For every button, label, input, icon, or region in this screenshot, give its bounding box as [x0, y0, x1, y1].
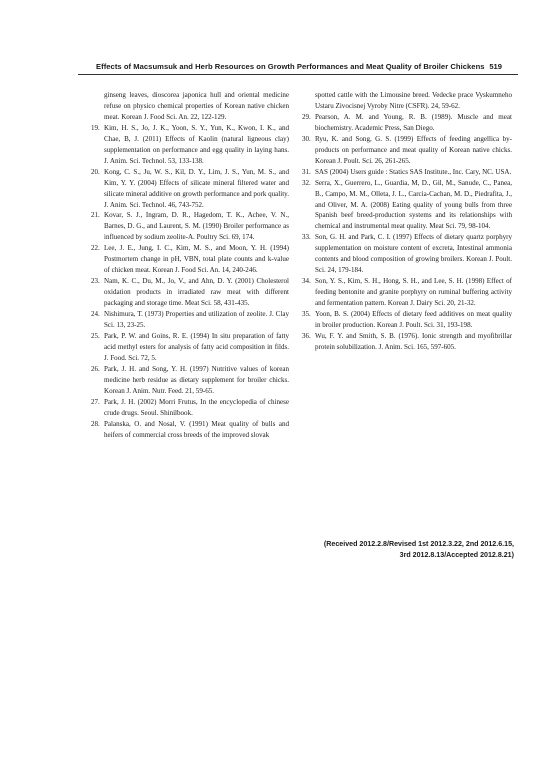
reference-number: 33. [302, 233, 311, 242]
reference-number: 27. [91, 397, 100, 406]
reference-text: Ryu, K. and Song, G. S. (1999) Effects of feeding angellica by-products on performance and meat quality of Korean native chicks. Korean J. Poult. Sci. 26, 261-265. [315, 134, 512, 165]
reference-item [91, 419, 289, 441]
reference-item [302, 112, 512, 134]
reference-text: Yoon, B. S. (2004) Effects of dietary feed additives on meat quality in broiler production. Korean J. Poult. Sci. 31, 193-198. [315, 310, 512, 330]
reference-text: Kong, C. S., Ju, W. S., Kil, D. Y., Lim, J. S., Yun, M. S., and Kim, Y. Y. (2004) Effects of silicate mineral filtered water and silicate mineral additive on growth performance and pork quality. J. Anim. Sci. Technol. 46, 743-752. [104, 167, 289, 209]
reference-item [302, 232, 512, 276]
reference-text: Kim, H. S., Jo, J. K., Yoon, S. Y., Yun, K., Kwon, I. K., and Chae, B, J. (2011) Effects of Kaolin (natural ligneous clay) supplementation on performance and egg quality in laying hans. J. Anim. Sci. Technol. 53, 133-138. [104, 123, 289, 165]
reference-text: Son, Y. S., Kim, S. H., Hong, S. H., and Lee, S. H. (1998) Effect of feeding bentonite and granite porphyry on ruminal buffering activity and fermentation pattern. Korean J. Dairy Sci. 20, 21-32. [315, 277, 512, 308]
reference-text: Nishimura, T. (1973) Properties and utilization of zeolite. J. Clay Sci. 13, 23-25. [104, 310, 289, 330]
reference-number: 30. [302, 134, 311, 143]
references-left-column [91, 90, 289, 441]
references-right-column [302, 90, 512, 353]
reference-item [302, 331, 512, 353]
reference-item [91, 243, 289, 276]
reference-text: Pearson, A. M. and Young, R. B. (1989). Muscle and meat biochemistry. Academic Press, San Diego. [315, 112, 512, 132]
reference-number: 26. [91, 364, 100, 373]
reference-number: 22. [91, 244, 100, 253]
received-line-1: (Received 2012.2.8/Revised 1st 2012.3.22, 2nd 2012.6.15, [323, 540, 514, 548]
reference-text: ginseng leaves, dioscorea japonica hull and oriental medicine refuse on physico chemical properties of Korean native chicken meat. Korean J. Food Sci. An. 22, 122-129. [104, 91, 289, 121]
reference-item [91, 331, 289, 364]
reference-number: 25. [91, 331, 100, 340]
reference-number: 19. [91, 123, 100, 132]
reference-item [302, 276, 512, 309]
reference-item [91, 397, 289, 419]
reference-item [91, 210, 289, 243]
reference-text: Son, G. H. and Park, C. I. (1997) Effects of dietary quartz porphyry supplementation on moisture content of excreta, Intestinal ammonia contents and blood composition of growing broilers. Korean J. Poult. Sci. 24, 179-184. [315, 233, 512, 275]
reference-text: Park, J. H. and Song, Y. H. (1997) Nutritive values of korean medicine herb residue as dietary supplement for broiler chicks. Korean J. Anim. Nutr. Feed. 21, 59-65. [104, 364, 289, 395]
reference-number: 29. [302, 112, 311, 121]
reference-text: Nam, K. C., Du, M., Jo, V., and Ahn, D. Y. (2001) Cholesterol oxidation products in irradiated raw meat with different packaging and storage time. Meat Sci. 58, 431-435. [104, 277, 289, 308]
reference-number: 34. [302, 277, 311, 286]
reference-item [302, 134, 512, 167]
reference-number: 28. [91, 419, 100, 428]
reference-item [91, 276, 289, 309]
reference-text: Serra, X., Guerrero, L., Guardia, M, D., Gil, M., Sanude, C., Panea, B., Campo, M. M., Olleta, J. L., Carcia-Cachan, M. D., Piedrafita, J., and Oliver, M. A. (2008) Eating quality of young bulls from three Spanish beef breed-production systems and its relationships with chemical and instrumental meat quality. Meat Sci. 79, 98-104. [315, 178, 512, 231]
reference-text: Lee, J. E., Jung, I. C., Kim, M. S., and Moon, Y. H. (1994) Postmortem change in pH, VBN, total plate counts and k-value of chicken meat. Korean J. Food Sci. An. 14, 240-246. [104, 244, 289, 275]
reference-text: SAS (2004) Users guide : Statics SAS Institute., Inc. Cary, NC. USA. [315, 167, 512, 176]
reference-number: 32. [302, 178, 311, 187]
header-rule [78, 74, 518, 75]
received-line-2: 3rd 2012.8.13/Accepted 2012.8.21) [399, 550, 514, 559]
reference-number: 21. [91, 211, 100, 220]
reference-text: Kovar, S. J., Ingram, D. R., Hagedom, T. K., Achee, V. N., Barnes, D. G., and Laurent, S. M. (1990) Broiler performance as influenced by sodium zeolite-A. Poultry Sci. 69, 174. [104, 211, 289, 242]
reference-number: 20. [91, 167, 100, 176]
reference-number: 35. [302, 310, 311, 319]
reference-item [302, 178, 512, 233]
reference-item [302, 309, 512, 331]
reference-text: Wu, F. Y. and Smith, S. B. (1976). Ionic strength and myofibrillar protein solubilization. J. Anim. Sci. 165, 597-605. [315, 331, 512, 351]
reference-number: 24. [91, 310, 100, 319]
reference-item [91, 167, 289, 211]
reference-number: 23. [91, 277, 100, 286]
reference-item [91, 364, 289, 397]
reference-item [302, 167, 512, 178]
reference-number: 36. [302, 331, 311, 340]
page-number: 519 [489, 62, 502, 71]
reference-text: Palanska, O. and Nosal, V. (1991) Meat quality of bulls and heifers of commercial cross breeds of the improved slovak [104, 419, 289, 439]
reference-number: 31. [302, 167, 311, 176]
reference-text: spotted cattle with the Limousine breed. Vedecke prace Vyskumneho Ustaru Zivocisnej Vyroby Nitre (CSFR). 24, 59-62. [315, 91, 512, 110]
reference-item [91, 90, 289, 123]
reference-item [91, 309, 289, 331]
running-title: Effects of Macsumsuk and Herb Resources on Growth Performances and Meat Quality of Broiler Chickens [96, 62, 485, 71]
reference-text: Park, J. H. (2002) Morri Frutus, In the encyclopedia of chinese crude drugs. Seoul. Shinilbook. [104, 397, 289, 417]
running-header [78, 58, 518, 76]
reference-item [91, 123, 289, 167]
reference-text: Park, P. W. and Goins, R. E. (1994) In situ preparation of fatty acid methyl esters for analysis of fatty acid composition in filds. J. Food. Sci. 72, 5. [104, 331, 289, 362]
reference-item [302, 90, 512, 112]
received-dates [308, 539, 514, 560]
